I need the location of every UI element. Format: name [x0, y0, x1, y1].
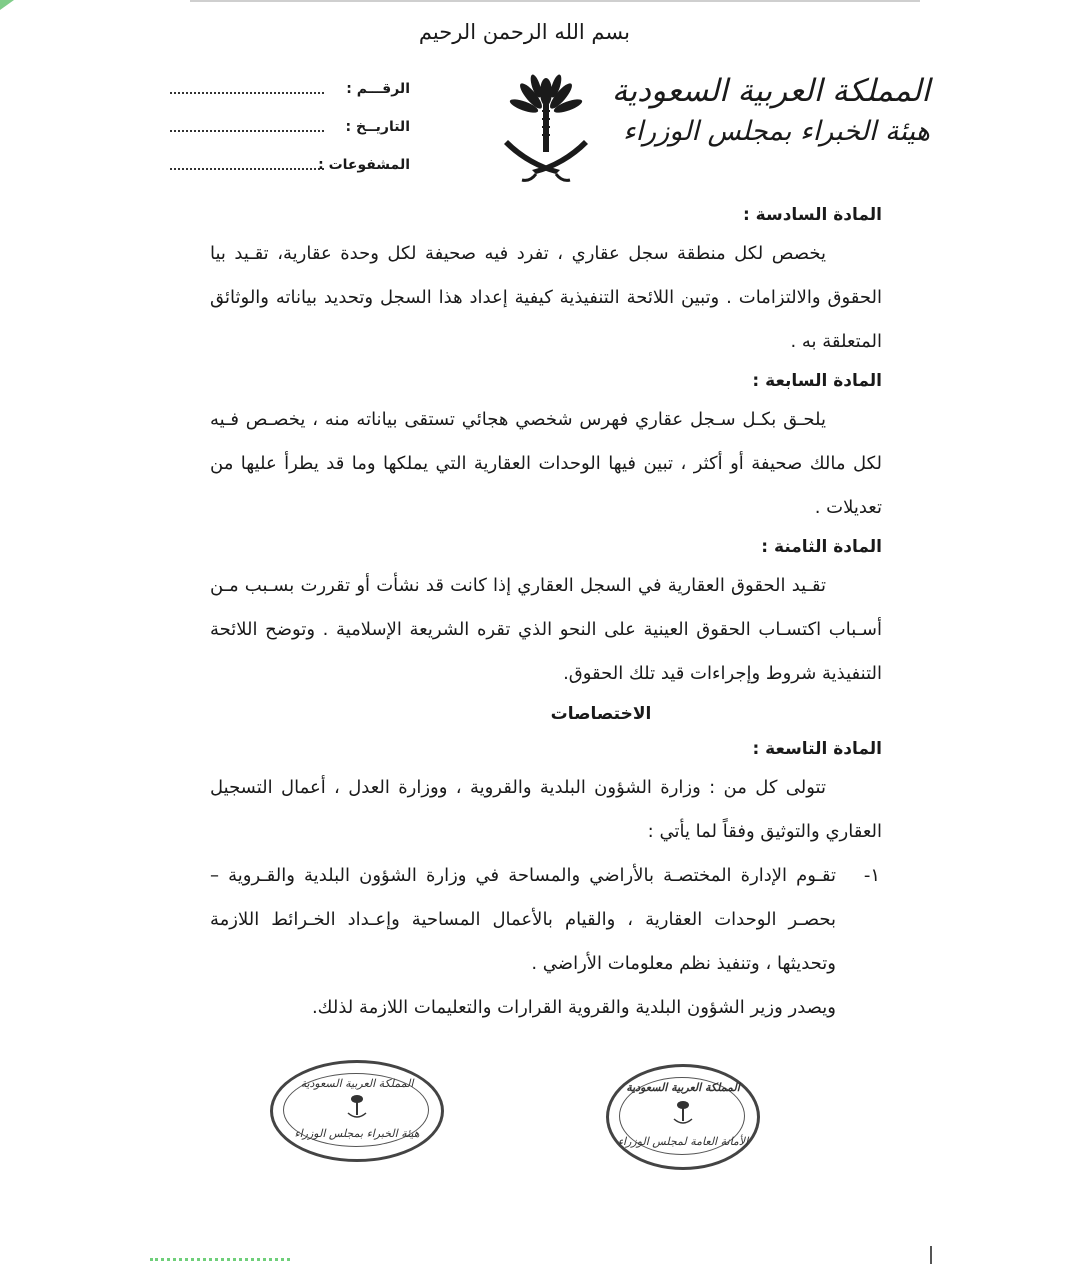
org-line-2: هيئة الخبراء بمجلس الوزراء: [622, 116, 930, 147]
number-dotted-line: [170, 84, 324, 94]
org-line-1: المملكة العربية السعودية: [611, 73, 930, 109]
left-official-stamp: [270, 1060, 444, 1162]
left-stamp-top-text: المملكة العربية السعودية: [300, 1077, 414, 1090]
attachments-label: المشفوعات :: [318, 157, 410, 173]
reference-fields: [170, 70, 410, 184]
article-7-title: المادة السابعة :: [752, 371, 882, 391]
article-6-title: المادة السادسة :: [742, 205, 882, 225]
corner-mark: [0, 0, 14, 10]
article-6-text: يخصص لكل منطقة سجل عقاري ، تفرد فيه صحيفة لكل وحدة عقارية، تقـيد بيا الحقوق والالتزامات . وتبين اللائحة التنفيذية كيفية إعداد هذا السجل وتحديد بياناته والوثائق المتعلقة به .: [210, 243, 882, 352]
basmala: بسم الله الرحمن الرحيم: [418, 20, 630, 44]
article-7-text: يلحـق بكـل سـجل عقاري فهرس شخصي هجائي تستقى بياناته منه ، يخصـص فـيه لكل مالك صحيفة أو أكثر ، تبين فيها الوحدات العقارية التي يملكها وما قد يطرأ عليها من تعديلات .: [210, 409, 882, 518]
item-closing: ويصدر وزير الشؤون البلدية والقروية القرارات والتعليمات اللازمة لذلك.: [311, 997, 836, 1018]
left-stamp-emblem-icon: [345, 1093, 369, 1123]
article-9-text: تتولى كل من : وزارة الشؤون البلدية والقروية ، ووزارة العدل ، أعمال التسجيل العقاري والتوثيق وفقاً لما يأتي :: [210, 777, 882, 842]
attachments-row: [170, 146, 410, 184]
right-official-stamp: [606, 1064, 760, 1170]
section-heading: الاختصاصات: [550, 704, 652, 724]
item-text: تقـوم الإدارة المختصـة بالأراضي والمساحة في وزارة الشؤون البلدية والقـروية – بحصـر الوحدات العقارية ، والقيام بالأعمال المساحية وإعـداد الخـرائط اللازمة وتحديثها ، وتنفيذ نظم معلومات الأراضي .: [210, 865, 836, 974]
attachments-dotted-line: [170, 160, 324, 170]
article-8-text: تقـيد الحقوق العقارية في السجل العقاري إذا كانت قد نشأت أو تقررت بسـبب مـن أسـباب اكتسـاب الحقوق العينية على النحو الذي تقره الشريعة الإسلامية . وتوضح اللائحة التنفيذية شروط وإجراءات قيد تلك الحقوق.: [210, 575, 882, 684]
date-row: [170, 108, 410, 146]
right-edge-mark: [930, 1246, 932, 1264]
right-stamp-emblem-icon: [671, 1099, 695, 1129]
number-label: الرقـــم :: [346, 81, 410, 97]
organization-header: [612, 70, 930, 152]
top-rule: [190, 0, 920, 2]
number-row: [170, 70, 410, 108]
saudi-emblem-icon: [496, 70, 596, 188]
article-9-item-1: [210, 854, 882, 1030]
article-8-title: المادة الثامنة :: [761, 537, 882, 557]
date-dotted-line: [170, 122, 324, 132]
date-label: التاريــخ :: [345, 119, 410, 135]
left-stamp-bottom-text: هيئة الخبراء بمجلس الوزراء: [294, 1127, 420, 1140]
document-body: [210, 198, 882, 1030]
right-stamp-bottom-text: الأمانة العامة لمجلس الوزراء: [617, 1135, 749, 1148]
right-stamp-top-text: المملكة العربية السعودية: [626, 1081, 740, 1094]
article-9-title: المادة التاسعة :: [752, 739, 882, 759]
item-number: ١-: [863, 865, 880, 886]
bottom-scan-mark: [150, 1258, 290, 1264]
